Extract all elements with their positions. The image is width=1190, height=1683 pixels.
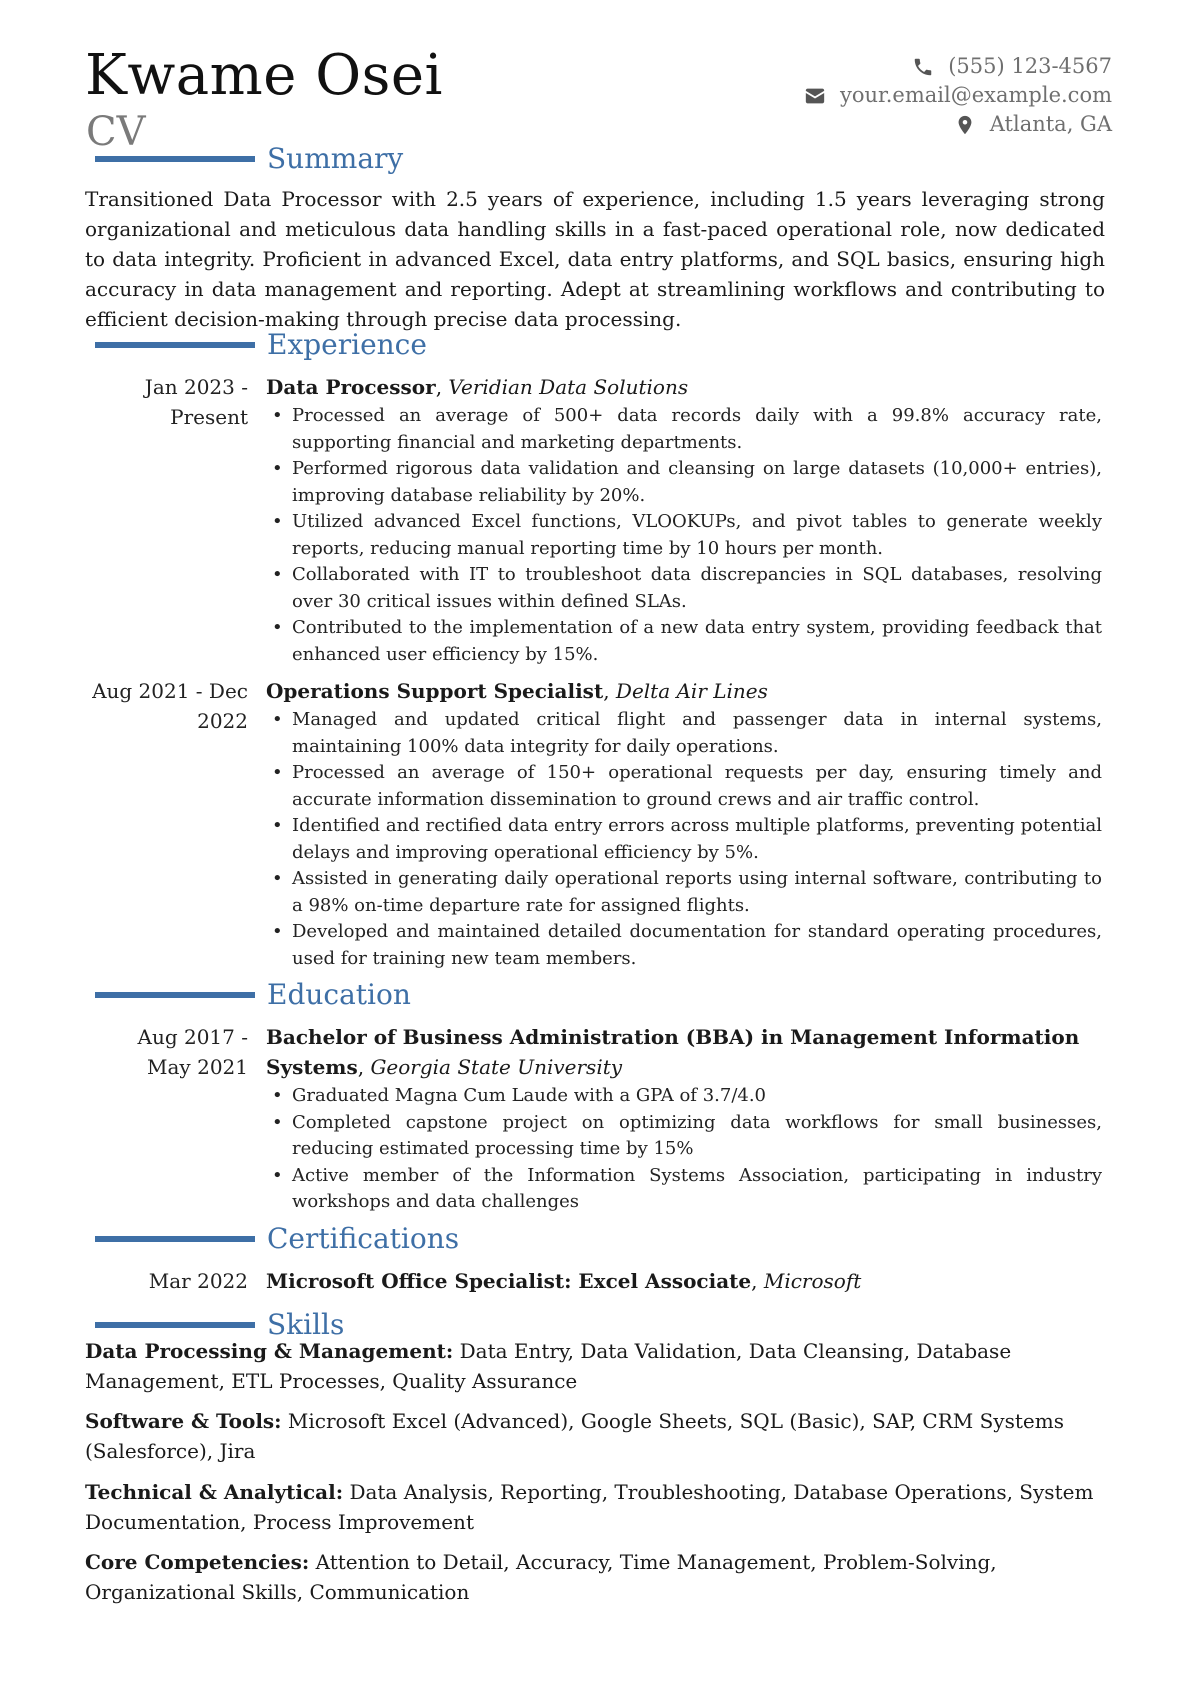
document-type: CV [86, 109, 146, 155]
section-title: Education [267, 978, 411, 1011]
entry-title: Operations Support Specialist [266, 679, 604, 703]
entry-heading: Microsoft Office Specialist: Excel Associate, Microsoft [266, 1269, 862, 1293]
entry-date: Jan 2023 - Present [144, 375, 248, 429]
contact-phone [804, 52, 1112, 81]
entry-title: Data Processor [266, 375, 436, 399]
entry-date: Mar 2022 [148, 1269, 248, 1293]
phone-icon [912, 56, 934, 78]
list-item: • Identified and rectified data entry errors across multiple platforms, preventing potential delays and improving operational efficiency by 5%. [266, 813, 1102, 866]
entry-org: Delta Air Lines [615, 679, 768, 703]
section-bar [95, 342, 255, 348]
entry-heading: Operations Support Specialist, Delta Air Lines [266, 679, 768, 703]
list-item: • Contributed to the implementation of a new data entry system, providing feedback that enhanced user efficiency by 15%. [266, 615, 1102, 668]
entry-title: Bachelor of Business Administration (BBA) in Management Information Systems [266, 1025, 1080, 1079]
skill-row [85, 1406, 1105, 1466]
entry-org: Microsoft [763, 1269, 862, 1293]
section-bar [95, 156, 255, 162]
candidate-name: Kwame Osei [85, 43, 443, 108]
section-bar [95, 1236, 255, 1242]
skill-row [85, 1547, 1105, 1607]
entry-org: Veridian Data Solutions [448, 375, 689, 399]
skill-label: Software & Tools: [85, 1409, 282, 1433]
list-item: • Assisted in generating daily operational reports using internal software, contributing to a 98% on-time departure rate for assigned flights. [266, 866, 1102, 919]
section-title: Skills [267, 1308, 345, 1341]
email-text[interactable]: your.email@example.com [839, 83, 1112, 107]
list-item: • Utilized advanced Excel functions, VLOOKUPs, and pivot tables to generate weekly reports, reducing manual reporting time by 10 hours per month. [266, 509, 1102, 562]
contact-location [804, 110, 1112, 139]
list-item: • Graduated Magna Cum Laude with a GPA of 3.7/4.0 [266, 1083, 1102, 1110]
contact-email [804, 81, 1112, 110]
entry-heading: Bachelor of Business Administration (BBA) in Management Information Systems, Georgia State University [266, 1025, 1080, 1079]
entry-title: Microsoft Office Specialist: Excel Associate [266, 1269, 752, 1293]
skill-text: Attention to Detail, Accuracy, Time Management, Problem-Solving, Organizational Skills, Communication [85, 1550, 997, 1604]
skill-label: Data Processing & Management: [85, 1339, 454, 1363]
list-item: • Managed and updated critical flight and passenger data in internal systems, maintaining 100% data integrity for daily operations. [266, 707, 1102, 760]
envelope-icon [804, 85, 826, 107]
skill-row [85, 1477, 1105, 1537]
section-title: Certifications [267, 1222, 460, 1255]
location-text: Atlanta, GA [989, 112, 1112, 136]
skill-label: Core Competencies: [85, 1550, 310, 1574]
contact-block [804, 52, 1112, 139]
entry-bullets [266, 707, 1102, 972]
list-item: • Active member of the Information Systems Association, participating in industry workshops and data challenges [266, 1163, 1102, 1216]
list-item: • Completed capstone project on optimizing data workflows for small businesses, reducing estimated processing time by 15% [266, 1110, 1102, 1163]
skill-text: Microsoft Excel (Advanced), Google Sheets, SQL (Basic), SAP, CRM Systems (Salesforce), Jira [85, 1409, 1064, 1463]
map-pin-icon [954, 114, 976, 136]
entry-org: Georgia State University [370, 1055, 623, 1079]
section-bar [95, 992, 255, 998]
summary-text: Transitioned Data Processor with 2.5 years of experience, including 1.5 years leveraging strong organizational and meticulous data handling skills in a fast-paced operational role, now dedicated to data integrity. Proficient in advanced Excel, data entry platforms, and SQL basics, ensuring high accuracy in data management and reporting. Adept at streamlining workflows and contributing to efficient decision-making through precise data processing. [85, 187, 1105, 331]
skill-row [85, 1336, 1105, 1396]
entry-date: Aug 2021 - Dec 2022 [92, 679, 248, 733]
entry-date: Aug 2017 - May 2021 [137, 1025, 248, 1079]
skill-text: Data Analysis, Reporting, Troubleshooting, Database Operations, System Documentation, Process Improvement [85, 1480, 1094, 1534]
entry-bullets [266, 403, 1102, 668]
phone-text[interactable]: (555) 123-4567 [948, 54, 1112, 78]
list-item: • Collaborated with IT to troubleshoot data discrepancies in SQL databases, resolving over 30 critical issues within defined SLAs. [266, 562, 1102, 615]
section-title: Summary [267, 142, 404, 175]
skill-text: Data Entry, Data Validation, Data Cleansing, Database Management, ETL Processes, Quality Assurance [85, 1339, 1012, 1393]
list-item: • Developed and maintained detailed documentation for standard operating procedures, used for training new team members. [266, 919, 1102, 972]
entry-heading: Data Processor, Veridian Data Solutions [266, 375, 689, 399]
skill-label: Technical & Analytical: [85, 1480, 344, 1504]
list-item: • Processed an average of 150+ operational requests per day, ensuring timely and accurate information dissemination to ground crews and air traffic control. [266, 760, 1102, 813]
section-title: Experience [267, 328, 427, 361]
entry-bullets [266, 1083, 1102, 1216]
list-item: • Processed an average of 500+ data records daily with a 99.8% accuracy rate, supporting financial and marketing departments. [266, 403, 1102, 456]
list-item: • Performed rigorous data validation and cleansing on large datasets (10,000+ entries), improving database reliability by 20%. [266, 456, 1102, 509]
section-bar [95, 1322, 255, 1328]
